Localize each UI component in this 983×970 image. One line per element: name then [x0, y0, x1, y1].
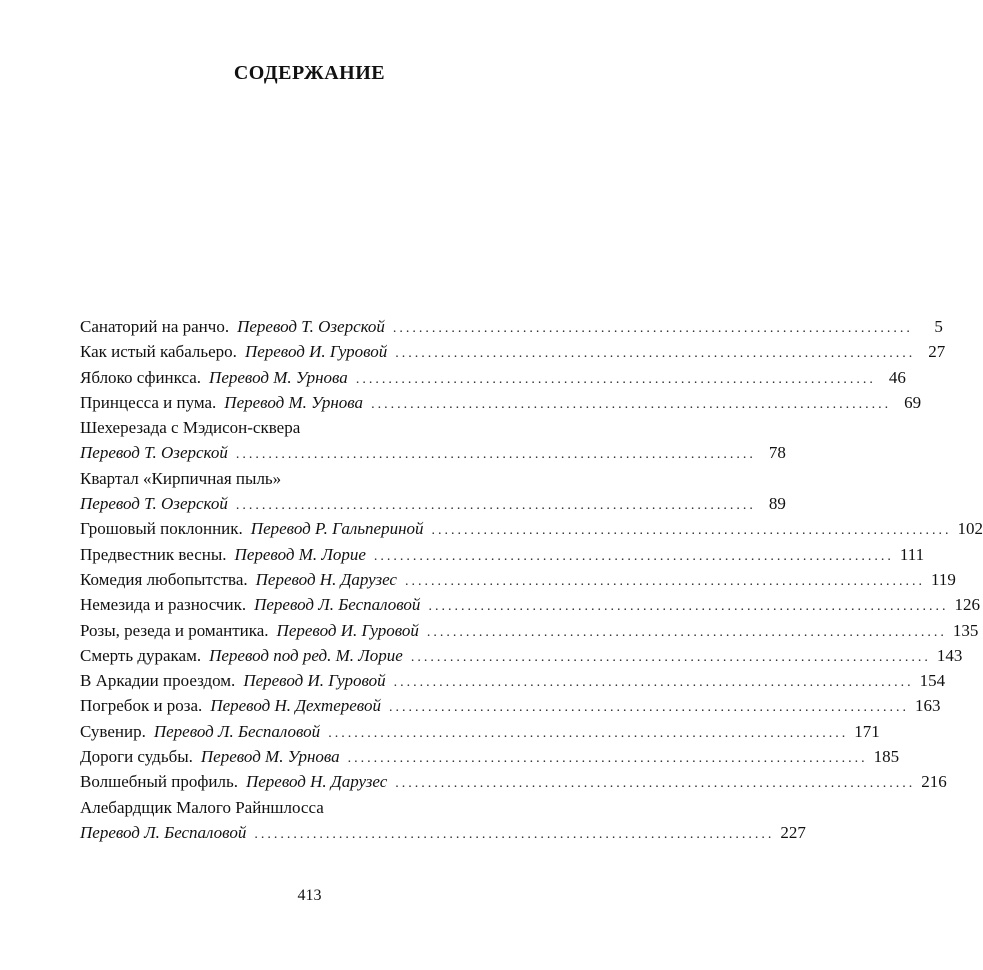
toc-entry-page: 89 [768, 494, 786, 514]
toc-entry-translator: Перевод Л. Беспаловой [80, 822, 247, 842]
toc-entry[interactable] [80, 618, 979, 643]
toc-entry-translator: Перевод Н. Дехтеревой [210, 696, 381, 716]
dot-leader: ................................................................................ [388, 700, 909, 716]
toc-entry[interactable] [80, 820, 806, 845]
dot-leader: ................................................................................ [235, 498, 756, 514]
toc-entry-translator: Перевод И. Гуровой [276, 620, 419, 640]
toc-entry-title: Предвестник весны. [80, 544, 227, 564]
toc-entry-translator: Перевод Н. Дарузес [245, 772, 388, 792]
toc-entry-title: Квартал «Кирпичная пыль» [80, 468, 282, 488]
page-title: СОДЕРЖАНИЕ [233, 62, 386, 84]
dot-leader: ................................................................................ [431, 523, 952, 539]
toc-entry-page: 185 [873, 747, 900, 767]
toc-entry[interactable] [80, 440, 786, 465]
dot-leader: ................................................................................ [395, 776, 916, 792]
dot-leader: ................................................................................ [395, 346, 916, 362]
dot-leader: ................................................................................ [410, 649, 931, 665]
toc-entry-translator: Перевод под ред. М. Лорие [209, 645, 403, 665]
dot-leader: ................................................................................ [328, 725, 849, 741]
toc-entry-translator: Перевод М. Урнова [200, 747, 340, 767]
dot-leader: ................................................................................ [426, 624, 947, 640]
toc-entry-title: Комедия любопытства. [80, 569, 248, 589]
toc-entry-title: Смерть дуракам. [80, 645, 202, 665]
toc-entry[interactable] [80, 491, 786, 516]
toc-entry[interactable] [80, 769, 947, 794]
toc-entry-page: 78 [768, 443, 786, 463]
toc-entry[interactable] [80, 516, 983, 541]
toc-entry-title-line[interactable] [80, 415, 538, 440]
toc-entry-title: Грошовый поклонник. [80, 519, 243, 539]
toc-entry-title: Розы, резеда и романтика. [80, 620, 269, 640]
toc-entry[interactable] [80, 668, 946, 693]
toc-entry[interactable] [80, 339, 946, 364]
dot-leader: ................................................................................ [392, 321, 913, 336]
toc-entry-page: 27 [928, 342, 946, 362]
toc-entry[interactable] [80, 719, 880, 744]
dot-leader: ................................................................................ [235, 447, 756, 463]
toc-entry[interactable] [80, 567, 956, 592]
toc-entry-page: 102 [957, 519, 983, 539]
toc-entry-page: 227 [780, 822, 806, 842]
toc-entry-translator: Перевод М. Урнова [224, 392, 364, 412]
toc-entry-page: 143 [936, 645, 963, 665]
table-of-contents [80, 314, 983, 845]
toc-entry-title: Шехерезада с Мэдисон-сквера [80, 418, 301, 438]
dot-leader: ................................................................................ [355, 371, 876, 387]
toc-entry-translator: Перевод Р. Гальпериной [250, 519, 424, 539]
toc-entry-page: 119 [930, 569, 956, 589]
toc-entry-page: 126 [954, 595, 980, 615]
toc-entry-page: 171 [854, 721, 880, 741]
toc-entry[interactable] [80, 390, 922, 415]
toc-entry-translator: Перевод Т. Озерской [237, 317, 385, 336]
toc-entry-title-line[interactable] [80, 795, 538, 820]
toc-entry-title: Волшебный профиль. [80, 772, 238, 792]
dot-leader: ................................................................................ [373, 548, 894, 564]
dot-leader: ................................................................................ [393, 675, 914, 691]
toc-entry[interactable] [80, 693, 941, 718]
toc-entry-title: Яблоко сфинкса. [80, 367, 202, 387]
toc-entry-translator: Перевод Л. Беспаловой [153, 721, 321, 741]
toc-entry[interactable] [80, 592, 980, 617]
page-number: 413 [297, 887, 322, 904]
toc-entry-translator: Перевод И. Гуровой [243, 671, 386, 691]
toc-entry-translator: Перевод М. Лорие [234, 544, 366, 564]
dot-leader: ................................................................................ [254, 826, 775, 842]
toc-entry-title: Как истый кабальеро. [80, 342, 237, 362]
toc-entry[interactable] [80, 314, 943, 339]
dot-leader: ................................................................................ [404, 573, 925, 589]
toc-entry-title: Погребок и роза. [80, 696, 203, 716]
toc-entry-title: Немезида и разносчик. [80, 595, 247, 615]
toc-entry-page: 69 [904, 392, 922, 412]
toc-entry-page: 163 [914, 696, 941, 716]
toc-entry[interactable] [80, 542, 925, 567]
toc-entry-translator: Перевод Т. Озерской [80, 494, 228, 514]
toc-entry-page: 154 [919, 671, 946, 691]
toc-entry-translator: Перевод Н. Дарузес [255, 569, 397, 589]
toc-entry-page: 135 [952, 620, 979, 640]
toc-entry[interactable] [80, 365, 906, 390]
toc-entry-title: Дороги судьбы. [80, 747, 193, 767]
dot-leader: ................................................................................ [371, 396, 892, 412]
dot-leader: ................................................................................ [347, 751, 868, 767]
toc-entry-translator: Перевод И. Гуровой [244, 342, 388, 362]
toc-entry-translator: Перевод Т. Озерской [80, 443, 228, 463]
toc-entry-title: Сувенир. [80, 721, 146, 741]
toc-entry-translator: Перевод Л. Беспаловой [254, 595, 421, 615]
toc-entry-title-line[interactable] [80, 466, 538, 491]
toc-entry-title: Санаторий на ранчо. [80, 317, 230, 336]
toc-entry-title: Принцесса и пума. [80, 392, 217, 412]
toc-entry-title: В Аркадии проездом. [80, 671, 236, 691]
toc-entry-translator: Перевод М. Урнова [209, 367, 348, 387]
toc-entry-page: 5 [934, 317, 943, 336]
toc-entry-page: 46 [888, 367, 906, 387]
toc-entry[interactable] [80, 744, 900, 769]
dot-leader: ................................................................................ [428, 599, 949, 615]
toc-entry-title: Алебардщик Малого Райншлосса [80, 797, 324, 817]
toc-entry[interactable] [80, 643, 963, 668]
toc-entry-page: 216 [921, 772, 947, 792]
toc-entry-page: 111 [899, 544, 925, 564]
